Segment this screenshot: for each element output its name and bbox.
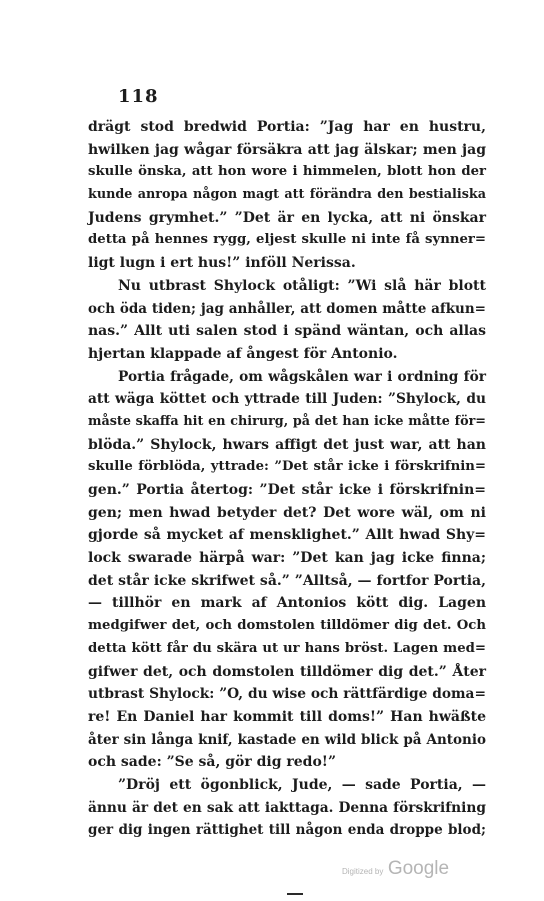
text-line: utbrast Shylock: ”O, du wise och rättfärdige doma= [88, 686, 486, 703]
text-line: Nu utbrast Shylock otåligt: ”Wi slå här blott [118, 277, 486, 294]
text-line: att wäga köttet och yttrade till Juden: ”Shylock, du [88, 391, 486, 408]
text-line: — tillhör en mark af Antonios kött dig. Lagen [88, 595, 486, 612]
text-line: ännu är det en sak att iakttaga. Denna förskrifning [88, 799, 486, 816]
footer-dash [287, 893, 303, 895]
text-line: blöda.” Shylock, hwars affigt det just war, att han [88, 436, 486, 453]
body-text [88, 116, 486, 842]
text-line: hwilken jag wågar försäkra att jag älskar; men jag [88, 141, 486, 158]
text-line: lock swarade härpå war: ”Det kan jag icke finna; [88, 550, 486, 567]
text-line: Judens grymhet.” ”Det är en lycka, att ni önskar [88, 209, 486, 226]
text-line: gjorde så mycket af mensklighet.” Allt hwad Shy= [88, 527, 486, 544]
text-line: Portia frågade, om wågskålen war i ordning för [118, 368, 486, 385]
text-line: medgifwer det, och domstolen tilldömer dig det. Och [88, 618, 486, 634]
page-number: 118 [118, 86, 159, 107]
text-line: detta kött får du skära ut ur hans bröst. Lagen med= [88, 640, 486, 656]
text-line: kunde anropa någon magt att förändra den bestialiska [88, 187, 486, 203]
watermark-brand: Google [387, 858, 450, 879]
text-line: detta på hennes rygg, eljest skulle ni inte få synner= [88, 232, 486, 248]
text-line: ligt lugn i ert hus!” inföll Nerissa. [88, 255, 356, 272]
text-line: skulle önska, att hon wore i himmelen, blott hon der [88, 164, 486, 180]
text-line: gen.” Portia återtog: ”Det står icke i förskrifnin= [88, 482, 486, 498]
text-line: hjertan klappade af ångest för Antonio. [88, 345, 398, 362]
text-line: re! En Daniel har kommit till doms!” Han hwäßte [88, 708, 486, 725]
text-line: måste skaffa hit en chirurg, på det han icke måtte för= [88, 413, 486, 429]
text-line: och öda tiden; jag anhåller, att domen måtte afkun= [88, 300, 486, 317]
text-line: nas.” Allt uti salen stod i spänd wäntan, och allas [88, 323, 486, 340]
text-line: och sade: ”Se så, gör dig redo!” [88, 754, 337, 771]
watermark-prefix: Digitized by [342, 867, 384, 876]
text-line: skulle förblöda, yttrade: ”Det står icke i förskrifnin= [88, 459, 486, 475]
text-line: ”Dröj ett ögonblick, Jude, — sade Portia, — [118, 776, 486, 793]
google-watermark [342, 858, 449, 880]
text-line: ger dig ingen rättighet till någon enda droppe blod; [88, 822, 486, 839]
text-line: gifwer det, och domstolen tilldömer dig det.” Åter [88, 663, 486, 680]
text-line: det står icke skrifwet så.” ”Alltså, — fortfor Portia, [88, 572, 486, 589]
text-line: drägt stod bredwid Portia: ”Jag har en hustru, [88, 119, 486, 135]
text-line: åter sin långa knif, kastade en wild blick på Antonio [88, 731, 486, 748]
text-line: gen; men hwad betyder det? Det wore wäl, om ni [88, 504, 486, 521]
